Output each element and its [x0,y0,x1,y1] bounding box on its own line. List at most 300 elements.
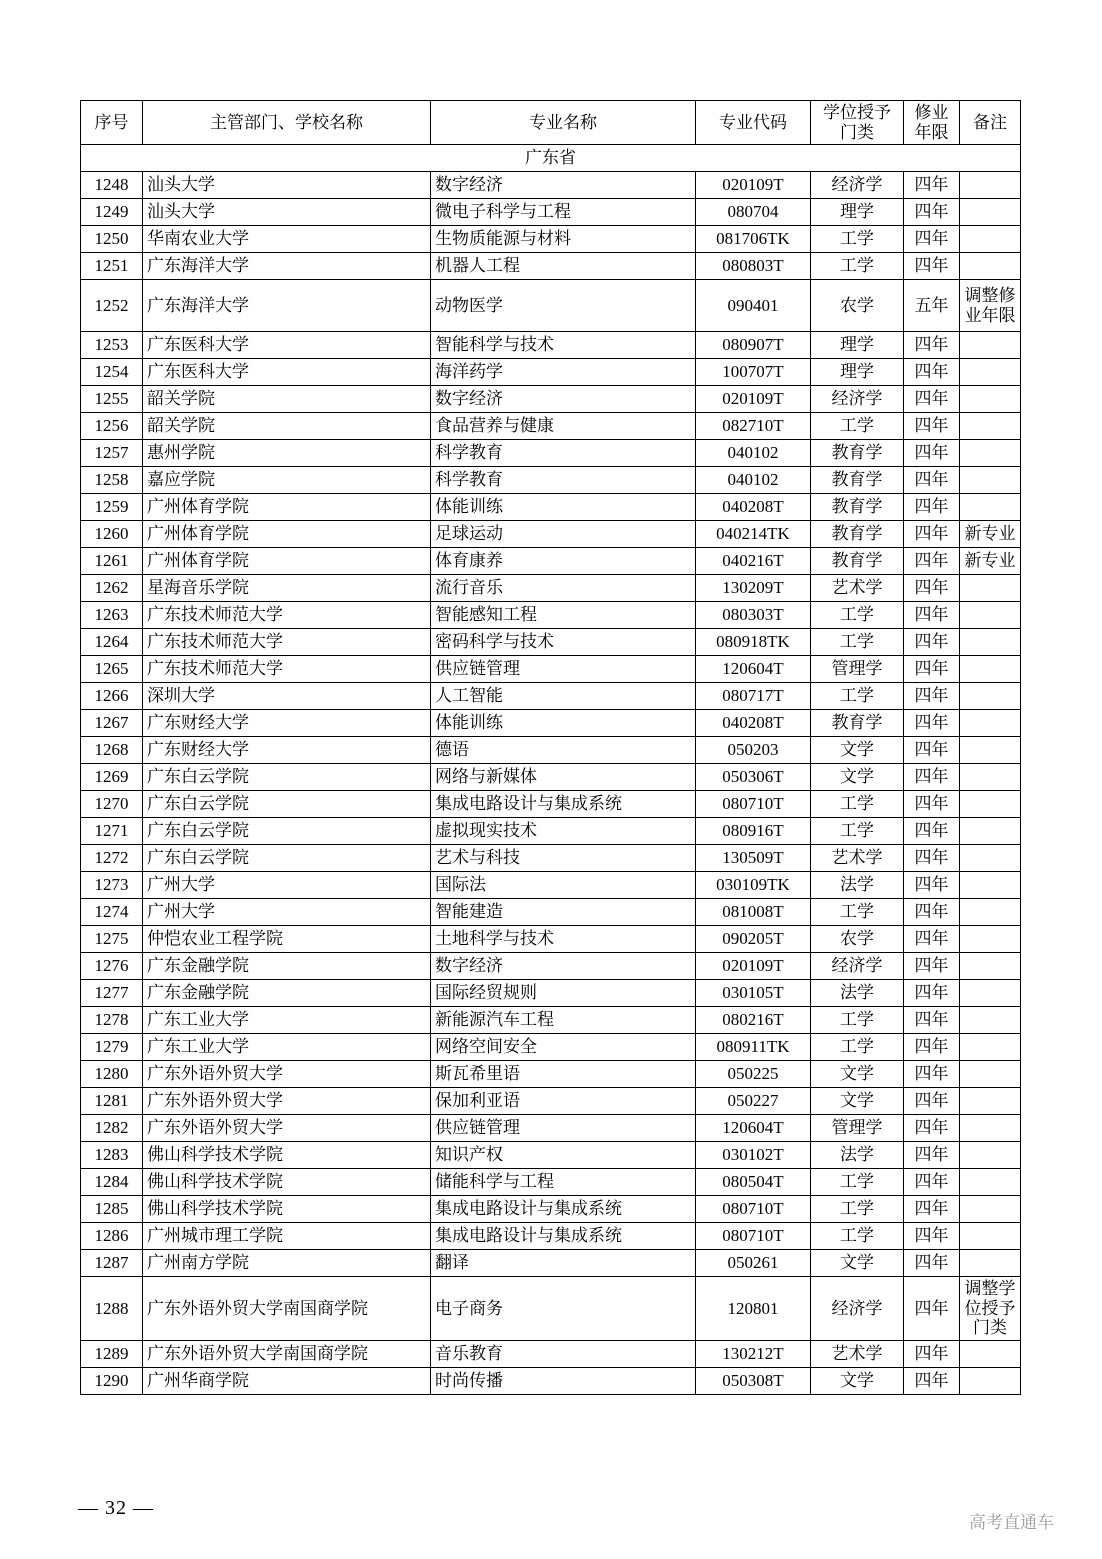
cell-note [960,1169,1021,1196]
cell-note: 调整修业年限 [960,280,1021,332]
cell-years: 四年 [904,359,960,386]
cell-degree: 工学 [811,1034,904,1061]
table-row [81,845,1021,872]
cell-major: 流行音乐 [431,575,696,602]
cell-seq: 1269 [81,764,143,791]
cell-major: 动物医学 [431,280,696,332]
cell-seq: 1272 [81,845,143,872]
cell-years: 四年 [904,1223,960,1250]
cell-years: 四年 [904,845,960,872]
cell-note [960,172,1021,199]
cell-major: 数字经济 [431,386,696,413]
cell-years: 四年 [904,1034,960,1061]
cell-degree: 教育学 [811,548,904,575]
cell-note [960,980,1021,1007]
cell-degree: 文学 [811,764,904,791]
cell-seq: 1279 [81,1034,143,1061]
cell-note [960,467,1021,494]
cell-years: 四年 [904,1169,960,1196]
cell-school: 广东财经大学 [143,737,431,764]
cell-note [960,818,1021,845]
cell-code: 030109TK [696,872,811,899]
cell-major: 体能训练 [431,494,696,521]
cell-degree: 教育学 [811,521,904,548]
cell-major: 数字经济 [431,953,696,980]
cell-school: 广东白云学院 [143,791,431,818]
cell-major: 新能源汽车工程 [431,1007,696,1034]
cell-years: 四年 [904,494,960,521]
cell-degree: 教育学 [811,494,904,521]
cell-seq: 1271 [81,818,143,845]
cell-degree: 工学 [811,226,904,253]
cell-degree: 理学 [811,199,904,226]
cell-major: 保加利亚语 [431,1088,696,1115]
cell-seq: 1258 [81,467,143,494]
cell-school: 广东海洋大学 [143,280,431,332]
cell-seq: 1286 [81,1223,143,1250]
cell-code: 081706TK [696,226,811,253]
cell-note [960,1250,1021,1277]
cell-degree: 法学 [811,1142,904,1169]
cell-seq: 1253 [81,332,143,359]
cell-major: 智能科学与技术 [431,332,696,359]
cell-note [960,629,1021,656]
cell-degree: 文学 [811,1088,904,1115]
table-row [81,953,1021,980]
table-row [81,656,1021,683]
cell-degree: 工学 [811,1169,904,1196]
cell-years: 四年 [904,710,960,737]
cell-degree: 经济学 [811,386,904,413]
table-row [81,386,1021,413]
cell-code: 050308T [696,1367,811,1394]
cell-code: 020109T [696,172,811,199]
table-row [81,1223,1021,1250]
cell-major: 智能感知工程 [431,602,696,629]
cell-seq: 1288 [81,1277,143,1341]
cell-major: 供应链管理 [431,1115,696,1142]
cell-years: 四年 [904,1007,960,1034]
cell-years: 四年 [904,521,960,548]
cell-code: 090401 [696,280,811,332]
cell-code: 100707T [696,359,811,386]
cell-school: 广州城市理工学院 [143,1223,431,1250]
cell-degree: 工学 [811,413,904,440]
cell-code: 081008T [696,899,811,926]
cell-degree: 农学 [811,926,904,953]
cell-years: 四年 [904,683,960,710]
cell-degree: 工学 [811,791,904,818]
cell-seq: 1249 [81,199,143,226]
cell-major: 音乐教育 [431,1340,696,1367]
table-header-row [81,101,1021,145]
cell-major: 体育康养 [431,548,696,575]
cell-code: 040208T [696,494,811,521]
cell-code: 080710T [696,1223,811,1250]
cell-major: 艺术与科技 [431,845,696,872]
cell-note [960,226,1021,253]
header-major: 专业名称 [431,101,696,145]
cell-note [960,1115,1021,1142]
cell-years: 四年 [904,899,960,926]
cell-major: 储能科学与工程 [431,1169,696,1196]
table-row [81,1115,1021,1142]
cell-school: 广州大学 [143,872,431,899]
cell-note [960,199,1021,226]
table-row [81,980,1021,1007]
cell-major: 足球运动 [431,521,696,548]
cell-degree: 理学 [811,359,904,386]
cell-note [960,926,1021,953]
cell-major: 海洋药学 [431,359,696,386]
cell-school: 惠州学院 [143,440,431,467]
table-header [81,101,1021,145]
cell-school: 佛山科学技术学院 [143,1169,431,1196]
cell-school: 广东外语外贸大学 [143,1061,431,1088]
table-row [81,521,1021,548]
cell-seq: 1248 [81,172,143,199]
cell-major: 翻译 [431,1250,696,1277]
cell-seq: 1284 [81,1169,143,1196]
cell-years: 四年 [904,1196,960,1223]
cell-school: 佛山科学技术学院 [143,1142,431,1169]
cell-code: 050203 [696,737,811,764]
cell-seq: 1267 [81,710,143,737]
table-row [81,602,1021,629]
cell-code: 080911TK [696,1034,811,1061]
cell-code: 080303T [696,602,811,629]
cell-school: 广东外语外贸大学南国商学院 [143,1340,431,1367]
table-row [81,1169,1021,1196]
cell-seq: 1268 [81,737,143,764]
cell-seq: 1257 [81,440,143,467]
cell-seq: 1252 [81,280,143,332]
cell-seq: 1282 [81,1115,143,1142]
cell-code: 040214TK [696,521,811,548]
cell-seq: 1283 [81,1142,143,1169]
cell-code: 080710T [696,1196,811,1223]
table-row [81,1142,1021,1169]
cell-school: 广州大学 [143,899,431,926]
cell-seq: 1280 [81,1061,143,1088]
cell-degree: 管理学 [811,656,904,683]
cell-school: 深圳大学 [143,683,431,710]
cell-major: 智能建造 [431,899,696,926]
cell-major: 人工智能 [431,683,696,710]
cell-degree: 经济学 [811,1277,904,1341]
cell-code: 050306T [696,764,811,791]
cell-seq: 1256 [81,413,143,440]
cell-years: 四年 [904,226,960,253]
cell-code: 050225 [696,1061,811,1088]
cell-degree: 工学 [811,1223,904,1250]
cell-major: 集成电路设计与集成系统 [431,1223,696,1250]
cell-years: 四年 [904,253,960,280]
cell-note [960,494,1021,521]
cell-years: 四年 [904,1250,960,1277]
cell-years: 四年 [904,575,960,602]
cell-school: 广东外语外贸大学 [143,1115,431,1142]
cell-code: 030102T [696,1142,811,1169]
cell-note [960,359,1021,386]
cell-note [960,791,1021,818]
cell-seq: 1274 [81,899,143,926]
header-note: 备注 [960,101,1021,145]
cell-degree: 工学 [811,1196,904,1223]
cell-major: 食品营养与健康 [431,413,696,440]
cell-major: 电子商务 [431,1277,696,1341]
cell-seq: 1290 [81,1367,143,1394]
cell-code: 080504T [696,1169,811,1196]
cell-degree: 教育学 [811,710,904,737]
cell-seq: 1262 [81,575,143,602]
cell-code: 040102 [696,467,811,494]
table-row [81,494,1021,521]
table-body [81,145,1021,1395]
cell-degree: 艺术学 [811,575,904,602]
page-number: — 32 — [78,1497,154,1519]
cell-degree: 艺术学 [811,845,904,872]
table-row [81,226,1021,253]
cell-seq: 1287 [81,1250,143,1277]
cell-seq: 1266 [81,683,143,710]
cell-code: 030105T [696,980,811,1007]
cell-major: 体能训练 [431,710,696,737]
table-row [81,440,1021,467]
table-row [81,575,1021,602]
cell-school: 星海音乐学院 [143,575,431,602]
cell-school: 广东财经大学 [143,710,431,737]
cell-note [960,253,1021,280]
cell-seq: 1259 [81,494,143,521]
cell-code: 120604T [696,656,811,683]
table-row [81,359,1021,386]
cell-years: 四年 [904,1061,960,1088]
cell-degree: 工学 [811,899,904,926]
cell-degree: 工学 [811,253,904,280]
cell-note [960,710,1021,737]
cell-major: 集成电路设计与集成系统 [431,1196,696,1223]
table-row [81,172,1021,199]
header-seq: 序号 [81,101,143,145]
cell-school: 广东外语外贸大学 [143,1088,431,1115]
cell-years: 四年 [904,332,960,359]
cell-seq: 1254 [81,359,143,386]
cell-seq: 1250 [81,226,143,253]
cell-degree: 教育学 [811,440,904,467]
cell-seq: 1263 [81,602,143,629]
cell-seq: 1261 [81,548,143,575]
cell-major: 时尚传播 [431,1367,696,1394]
cell-degree: 农学 [811,280,904,332]
table-row [81,548,1021,575]
cell-code: 080907T [696,332,811,359]
cell-major: 国际经贸规则 [431,980,696,1007]
table-row [81,818,1021,845]
cell-code: 080704 [696,199,811,226]
cell-school: 韶关学院 [143,413,431,440]
cell-code: 080710T [696,791,811,818]
cell-major: 斯瓦希里语 [431,1061,696,1088]
province-heading-row [81,145,1021,172]
cell-note [960,953,1021,980]
cell-note: 调整学位授予门类 [960,1277,1021,1341]
cell-major: 土地科学与技术 [431,926,696,953]
cell-note [960,575,1021,602]
cell-years: 四年 [904,172,960,199]
cell-school: 汕头大学 [143,172,431,199]
cell-school: 广东海洋大学 [143,253,431,280]
cell-school: 广州华商学院 [143,1367,431,1394]
watermark: 高考直通车 [969,1513,1054,1532]
cell-seq: 1251 [81,253,143,280]
cell-note: 新专业 [960,521,1021,548]
cell-note [960,1034,1021,1061]
table-row [81,280,1021,332]
cell-code: 040216T [696,548,811,575]
cell-code: 082710T [696,413,811,440]
cell-degree: 经济学 [811,172,904,199]
cell-note [960,1196,1021,1223]
cell-major: 微电子科学与工程 [431,199,696,226]
cell-years: 四年 [904,602,960,629]
cell-code: 050227 [696,1088,811,1115]
cell-note [960,683,1021,710]
cell-seq: 1285 [81,1196,143,1223]
cell-seq: 1281 [81,1088,143,1115]
cell-school: 广州体育学院 [143,494,431,521]
cell-note [960,1340,1021,1367]
cell-major: 网络与新媒体 [431,764,696,791]
cell-degree: 工学 [811,629,904,656]
cell-school: 汕头大学 [143,199,431,226]
cell-code: 050261 [696,1250,811,1277]
cell-school: 广东白云学院 [143,764,431,791]
cell-major: 生物质能源与材料 [431,226,696,253]
cell-major: 密码科学与技术 [431,629,696,656]
cell-note [960,845,1021,872]
header-years: 修业年限 [904,101,960,145]
cell-years: 四年 [904,980,960,1007]
cell-major: 数字经济 [431,172,696,199]
cell-school: 嘉应学院 [143,467,431,494]
cell-seq: 1270 [81,791,143,818]
cell-note [960,440,1021,467]
table-row [81,1088,1021,1115]
cell-note [960,764,1021,791]
cell-school: 广东白云学院 [143,818,431,845]
cell-years: 四年 [904,1367,960,1394]
cell-code: 080918TK [696,629,811,656]
cell-degree: 经济学 [811,953,904,980]
table-row [81,1061,1021,1088]
header-code: 专业代码 [696,101,811,145]
table-row [81,710,1021,737]
cell-school: 广州南方学院 [143,1250,431,1277]
cell-years: 四年 [904,413,960,440]
cell-degree: 工学 [811,818,904,845]
cell-degree: 工学 [811,602,904,629]
table-row [81,683,1021,710]
cell-degree: 工学 [811,683,904,710]
cell-seq: 1265 [81,656,143,683]
cell-school: 广东金融学院 [143,953,431,980]
header-degree: 学位授予门类 [811,101,904,145]
table-row [81,899,1021,926]
cell-degree: 法学 [811,980,904,1007]
cell-degree: 艺术学 [811,1340,904,1367]
cell-note [960,1007,1021,1034]
table-row [81,1034,1021,1061]
cell-school: 广东金融学院 [143,980,431,1007]
cell-note [960,602,1021,629]
cell-school: 仲恺农业工程学院 [143,926,431,953]
cell-note [960,413,1021,440]
cell-degree: 文学 [811,1061,904,1088]
cell-code: 080803T [696,253,811,280]
table-row [81,1196,1021,1223]
cell-code: 020109T [696,386,811,413]
cell-school: 广东医科大学 [143,359,431,386]
table-row [81,1367,1021,1394]
cell-years: 四年 [904,1340,960,1367]
cell-years: 四年 [904,386,960,413]
cell-seq: 1275 [81,926,143,953]
cell-code: 130509T [696,845,811,872]
cell-school: 佛山科学技术学院 [143,1196,431,1223]
cell-school: 广东技术师范大学 [143,602,431,629]
cell-note [960,1142,1021,1169]
cell-degree: 文学 [811,1367,904,1394]
cell-note: 新专业 [960,548,1021,575]
cell-seq: 1289 [81,1340,143,1367]
cell-seq: 1277 [81,980,143,1007]
cell-code: 080916T [696,818,811,845]
cell-code: 130209T [696,575,811,602]
table-row [81,926,1021,953]
majors-table [80,100,1021,1395]
cell-code: 120801 [696,1277,811,1341]
cell-note [960,1061,1021,1088]
cell-school: 广东医科大学 [143,332,431,359]
table-row [81,1250,1021,1277]
cell-school: 广东技术师范大学 [143,656,431,683]
cell-major: 知识产权 [431,1142,696,1169]
cell-code: 080717T [696,683,811,710]
cell-school: 广东外语外贸大学南国商学院 [143,1277,431,1341]
cell-note [960,737,1021,764]
table-row [81,253,1021,280]
cell-major: 国际法 [431,872,696,899]
cell-degree: 文学 [811,1250,904,1277]
cell-degree: 教育学 [811,467,904,494]
cell-note [960,1223,1021,1250]
majors-table-container [80,100,1020,1395]
cell-major: 集成电路设计与集成系统 [431,791,696,818]
cell-degree: 管理学 [811,1115,904,1142]
cell-years: 四年 [904,656,960,683]
cell-school: 韶关学院 [143,386,431,413]
cell-note [960,899,1021,926]
cell-note [960,1088,1021,1115]
cell-seq: 1276 [81,953,143,980]
cell-school: 华南农业大学 [143,226,431,253]
cell-seq: 1260 [81,521,143,548]
cell-school: 广东工业大学 [143,1007,431,1034]
table-row [81,872,1021,899]
cell-note [960,656,1021,683]
cell-seq: 1273 [81,872,143,899]
